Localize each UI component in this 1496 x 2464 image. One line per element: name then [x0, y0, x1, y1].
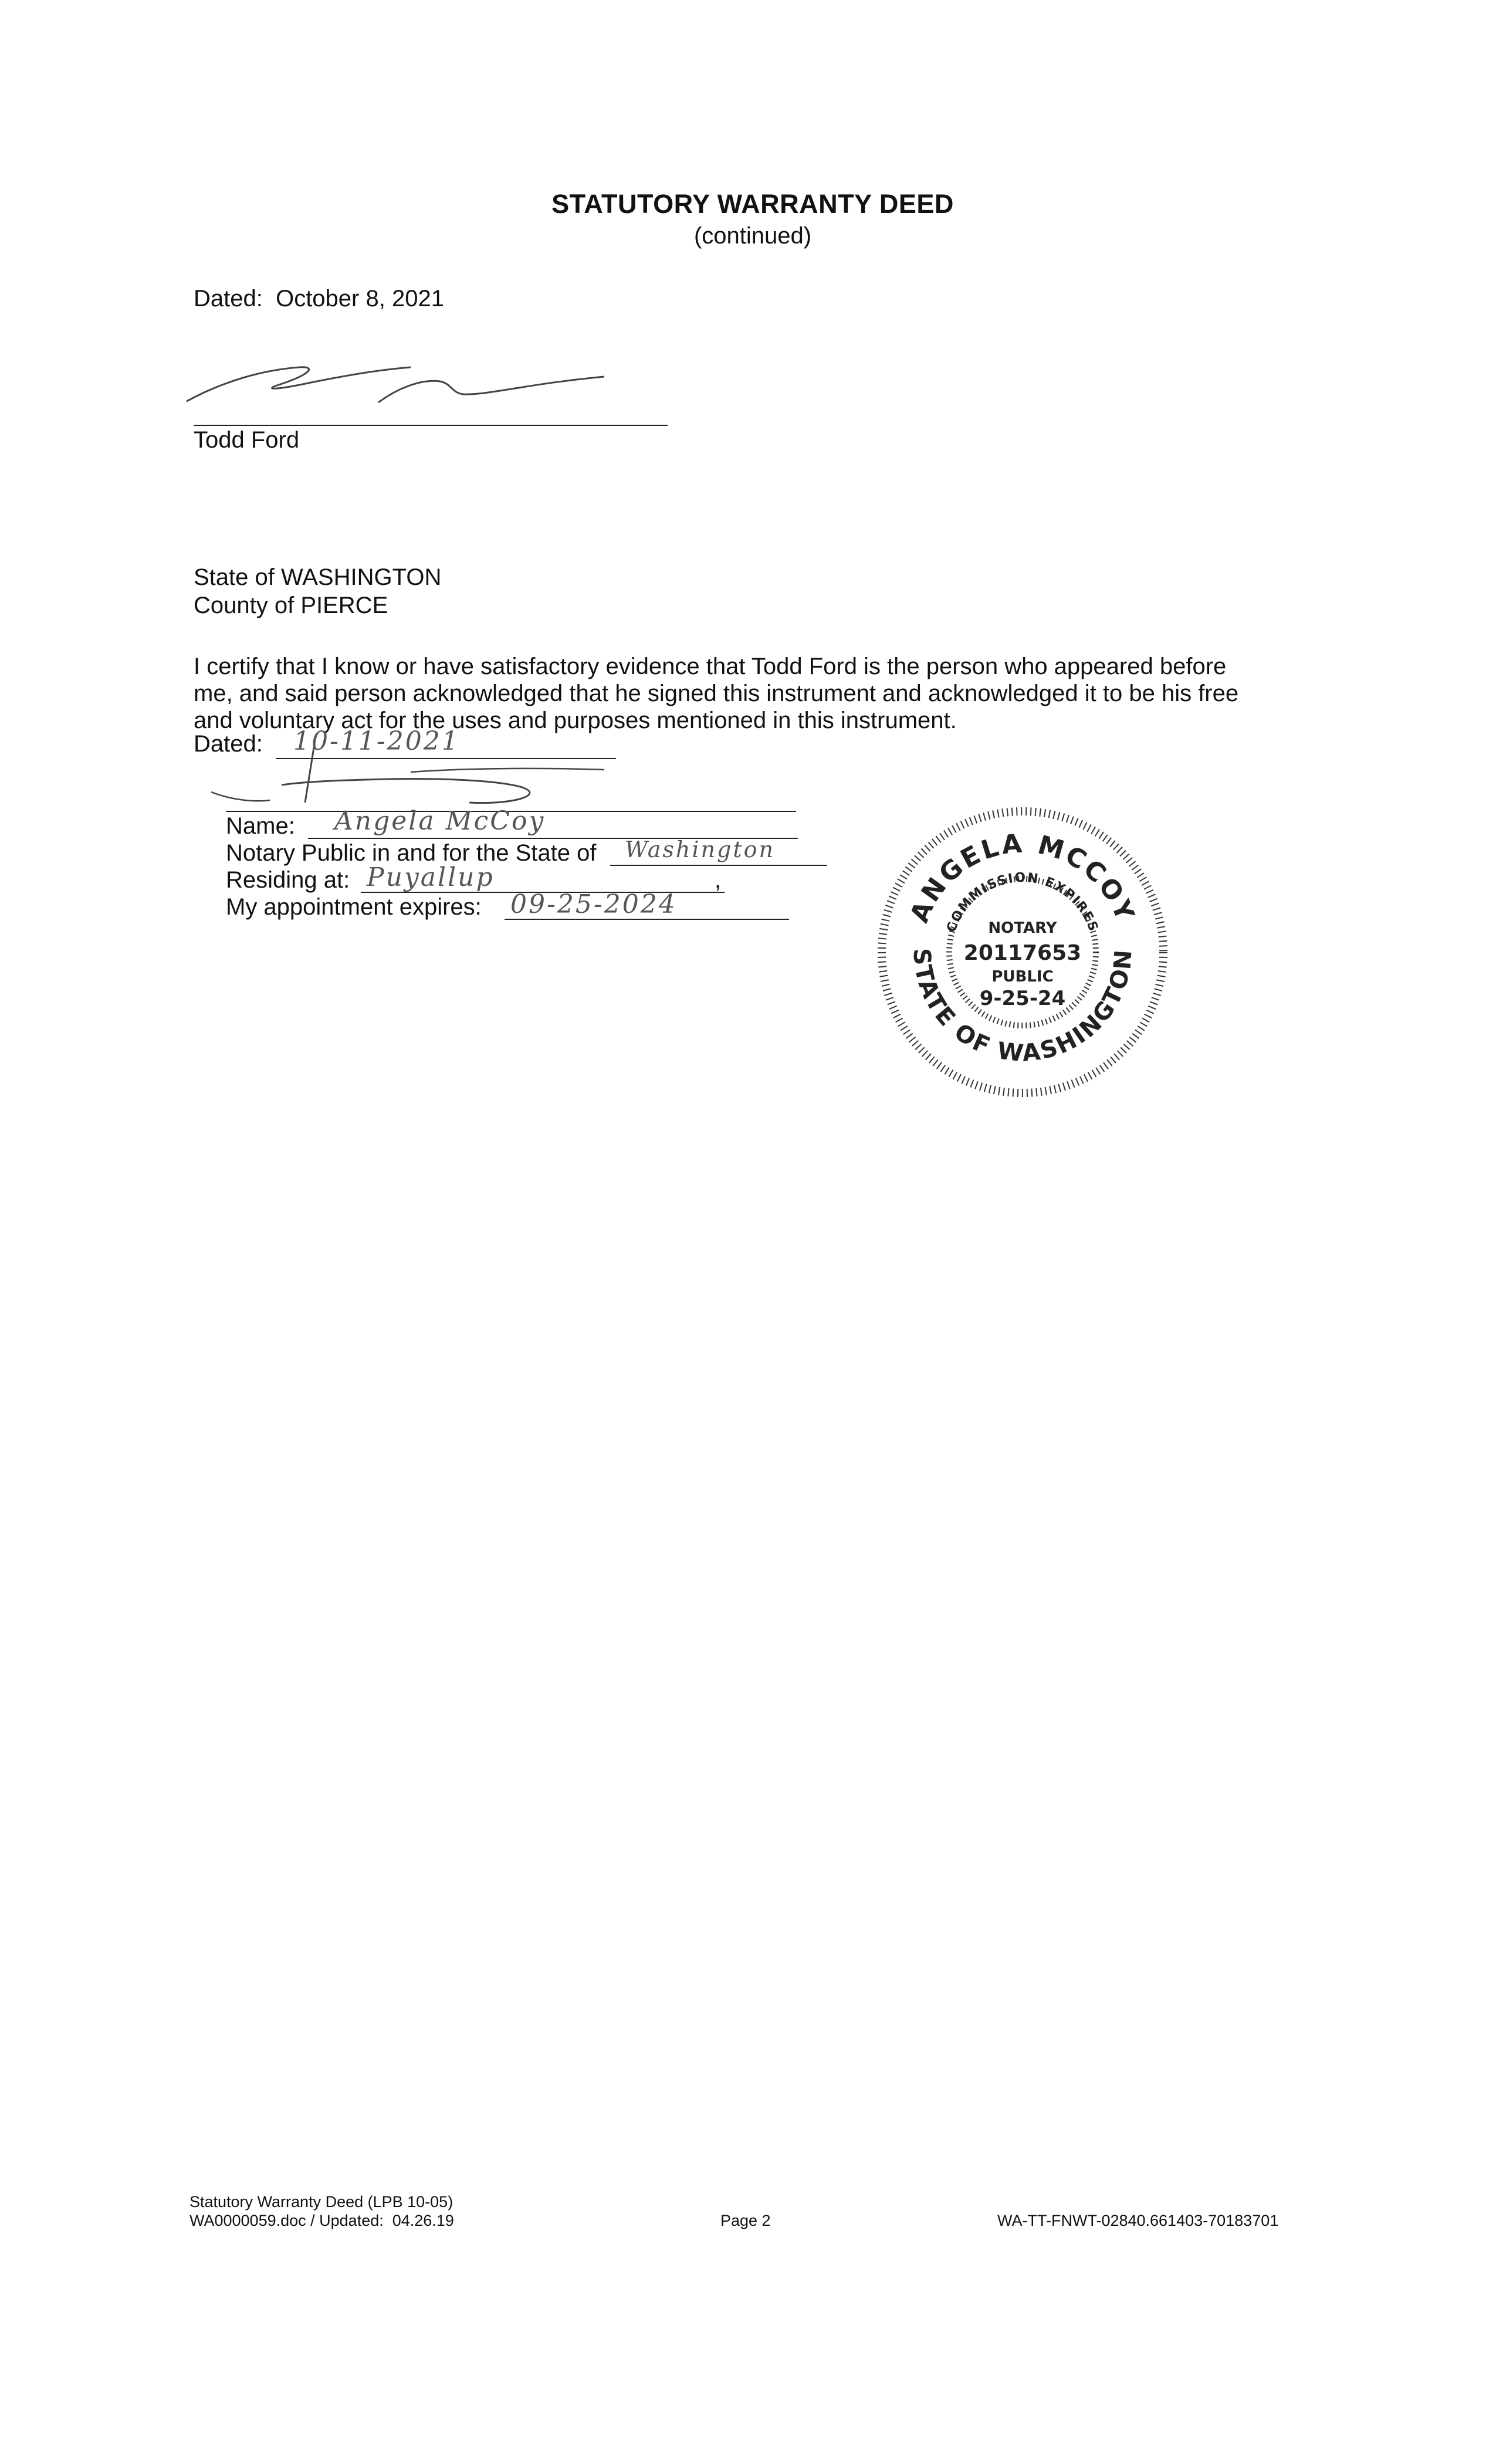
seal-public-text: PUBLIC: [991, 968, 1054, 986]
notary-seal: [873, 803, 1172, 1102]
notary-state-value: Washington: [625, 837, 775, 862]
expires-line: [505, 919, 789, 920]
dated-line: Dated: October 8, 2021: [194, 286, 444, 312]
residing-comma: ,: [715, 867, 722, 893]
expires-label: My appointment expires:: [226, 894, 482, 920]
acknowledgment-line-2: me, and said person acknowledged that he signed this instrument and acknowledged it to be his free: [194, 681, 1239, 706]
acknowledgment-line-1: I certify that I know or have satisfactory evidence that Todd Ford is the person who appeared before: [194, 654, 1227, 679]
footer-form-name: Statutory Warranty Deed (LPB 10-05): [189, 2193, 453, 2211]
notary-dated-value: 10-11-2021: [293, 726, 460, 756]
notary-name-label: Name:: [226, 813, 295, 839]
expires-value: 09-25-2024: [510, 889, 677, 919]
seal-number: 20117653: [963, 941, 1082, 965]
seal-outer-bottom-text: STATE OF WASHINGTON: [908, 947, 1138, 1068]
seal-expiry: 9-25-24: [979, 987, 1066, 1010]
venue-state: State of WASHINGTON: [194, 564, 442, 590]
notary-public-label: Notary Public in and for the State of: [226, 840, 597, 866]
footer-file-info: WA0000059.doc / Updated: 04.26.19: [189, 2212, 454, 2229]
residing-label: Residing at:: [226, 867, 350, 893]
residing-value: Puyallup: [367, 862, 495, 892]
document-subtitle: (continued): [693, 223, 812, 249]
document-title: STATUTORY WARRANTY DEED: [551, 189, 954, 219]
notary-name-value: Angela McCoy: [334, 806, 546, 836]
venue-county: County of PIERCE: [194, 593, 388, 618]
notary-dated-label: Dated:: [194, 731, 263, 757]
footer-page-number: Page 2: [720, 2212, 771, 2229]
notary-signature: [194, 739, 810, 815]
grantor-signature: [176, 346, 622, 422]
grantor-name: Todd Ford: [194, 427, 300, 453]
seal-inner-top-text: COMMISSION EXPIRES: [944, 870, 1101, 935]
footer-document-id: WA-TT-FNWT-02840.661403-70183701: [997, 2212, 1279, 2229]
acknowledgment-line-3: and voluntary act for the uses and purposes mentioned in this instrument.: [194, 708, 957, 733]
seal-notary-text: NOTARY: [988, 919, 1057, 937]
seal-outer-top-text: ANGELA MCCOY: [904, 828, 1141, 927]
